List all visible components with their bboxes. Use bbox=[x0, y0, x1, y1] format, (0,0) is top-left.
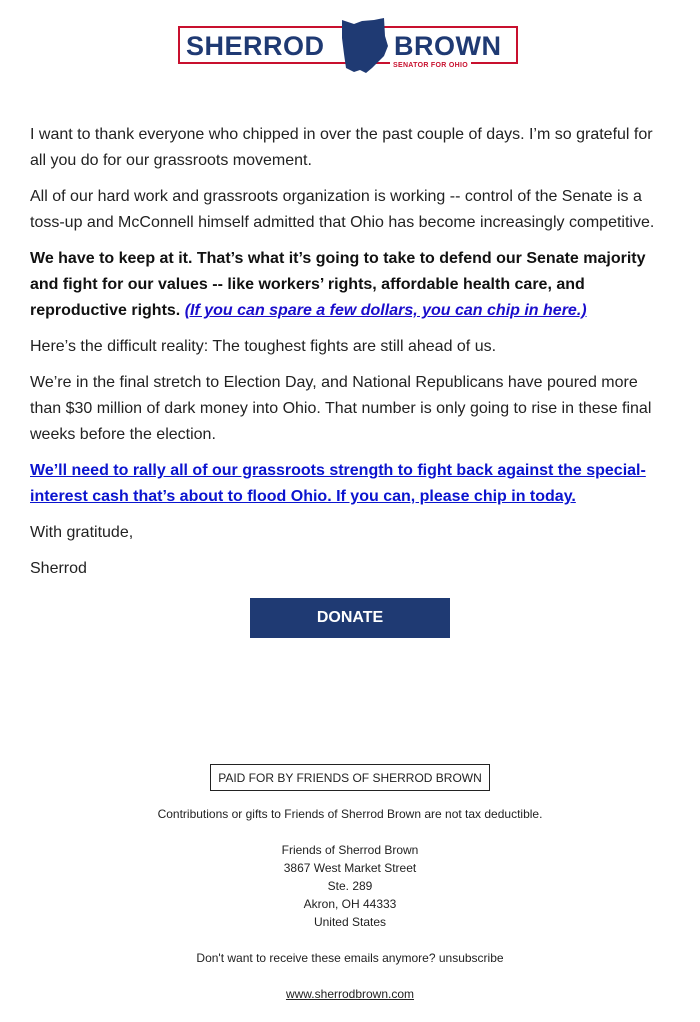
address-line: Akron, OH 44333 bbox=[303, 897, 397, 911]
logo-text-first: SHERROD bbox=[186, 31, 325, 61]
paragraph-thanks: I want to thank everyone who chipped in over the past couple of days. I’m so grateful for all you do for our grassroots movement. bbox=[30, 126, 653, 169]
paragraph-senate: All of our hard work and grassroots organization is working -- control of the Senate is a toss-up and McConnell himself admitted that Ohio has become increasingly competitive. bbox=[30, 188, 655, 231]
paragraph-keep-at-it bbox=[30, 246, 660, 324]
paragraph-reality: Here’s the difficult reality: The toughest fights are still ahead of us. bbox=[30, 338, 497, 355]
website-link[interactable]: www.sherrodbrown.com bbox=[285, 987, 415, 1001]
website-line bbox=[0, 985, 700, 1003]
address-line: United States bbox=[313, 915, 387, 929]
closing: With gratitude, bbox=[30, 524, 134, 541]
email-body bbox=[30, 122, 660, 592]
paid-for-disclaimer: PAID FOR BY FRIENDS OF SHERROD BROWN bbox=[210, 764, 490, 791]
logo-subtitle: SENATOR FOR OHIO bbox=[390, 62, 471, 69]
unsubscribe-line bbox=[0, 949, 700, 967]
unsubscribe-link[interactable]: unsubscribe bbox=[438, 951, 504, 965]
address-line: Friends of Sherrod Brown bbox=[281, 843, 419, 857]
paragraph-dark-money: We’re in the final stretch to Election Day, and National Republicans have poured more than $30 million of dark money into Ohio. That number is only going to rise in these final weeks before the election. bbox=[30, 374, 652, 443]
logo bbox=[178, 18, 522, 74]
keep-at-it-text: We have to keep at it. That’s what it’s going to take to defend our Senate majority and fight for our values -- like workers’ rights, affordable health care, and reproductive rights. bbox=[30, 250, 646, 319]
chip-in-link[interactable]: (If you can spare a few dollars, you can chip in here.) bbox=[184, 302, 587, 319]
mailing-address bbox=[0, 841, 700, 931]
donate-button[interactable]: DONATE bbox=[250, 598, 450, 638]
contributions-notice: Contributions or gifts to Friends of Sherrod Brown are not tax deductible. bbox=[157, 807, 543, 821]
signature: Sherrod bbox=[30, 560, 87, 577]
address-line: 3867 West Market Street bbox=[283, 861, 417, 875]
rally-link[interactable]: We’ll need to rally all of our grassroots strength to fight back against the special-interest cash that’s about to flood Ohio. If you can, please chip in today. bbox=[30, 462, 646, 505]
ohio-state-icon bbox=[338, 18, 392, 74]
logo-text-second: BROWN bbox=[394, 31, 502, 61]
unsubscribe-prompt: Don't want to receive these emails anymore? bbox=[196, 951, 436, 965]
paragraph-rally bbox=[30, 458, 660, 510]
address-line: Ste. 289 bbox=[327, 879, 373, 893]
